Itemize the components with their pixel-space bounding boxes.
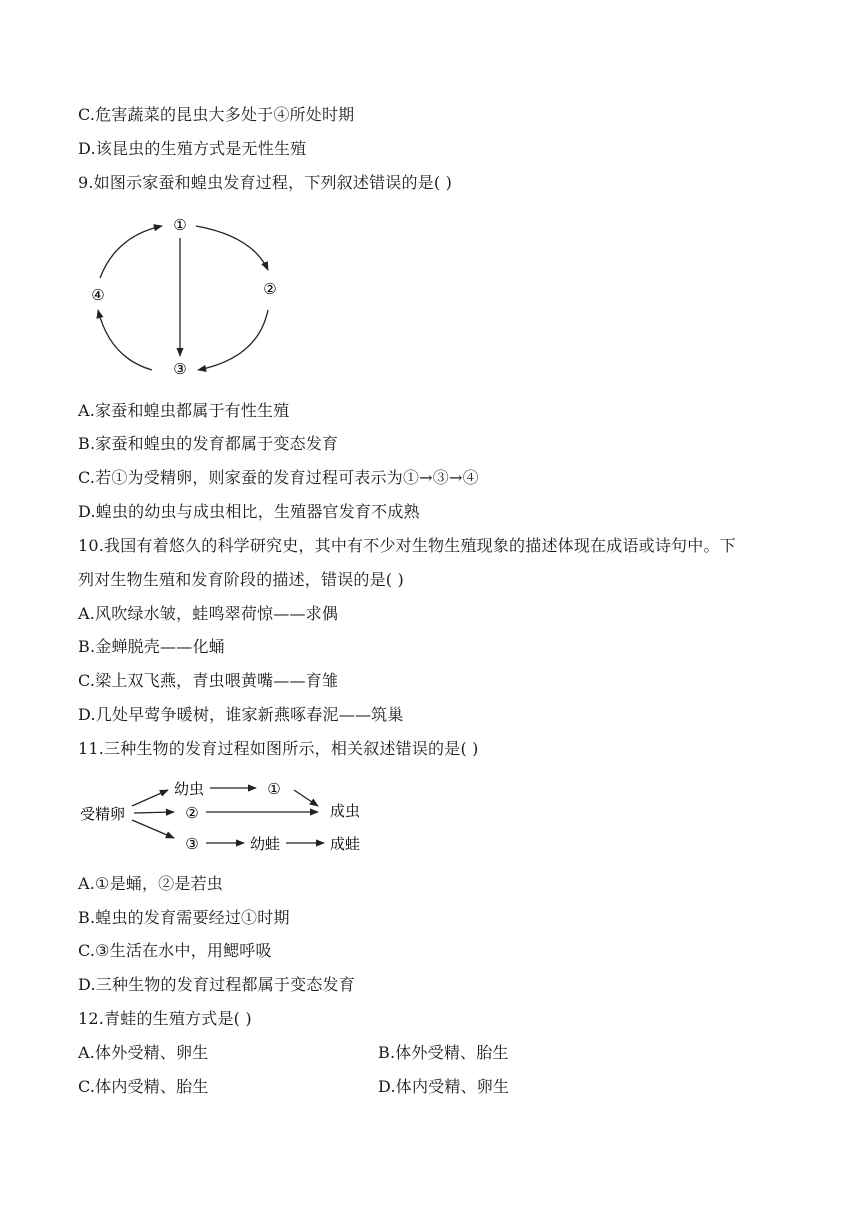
arrow-1-to-2 — [196, 226, 268, 270]
q8-option-d: D.该昆虫的生殖方式是无性生殖 — [78, 139, 307, 158]
q11-larva-label: 幼虫 — [174, 780, 205, 798]
q12-stem: 12.青蛙的生殖方式是( ) — [78, 1009, 252, 1028]
q9-node-3: ③ — [173, 360, 187, 378]
arrow-egg-to-2 — [134, 812, 174, 813]
q12-option-a: A.体外受精、卵生 — [78, 1043, 209, 1062]
q10-option-d: D.几处早莺争暖树，谁家新燕啄春泥——筑巢 — [78, 705, 404, 724]
q10-stem-line-2: 列对生物生殖和发育阶段的描述，错误的是( ) — [78, 570, 404, 589]
q10-stem-line-1: 10.我国有着悠久的科学研究史，其中有不少对生物生殖现象的描述体现在成语或诗句中。下 — [78, 536, 736, 555]
q11-option-b: B.蝗虫的发育需要经过①时期 — [78, 908, 290, 927]
q9-node-2: ② — [263, 280, 277, 298]
q11-option-c: C.③生活在水中，用鳃呼吸 — [78, 941, 272, 960]
q11-development-flow-diagram — [78, 772, 378, 862]
q9-stem: 9.如图示家蚕和蝗虫发育过程，下列叙述错误的是( ) — [78, 173, 453, 192]
q9-node-1: ① — [173, 216, 187, 234]
arrow-3-to-4 — [98, 310, 152, 370]
q10-option-b: B.金蝉脱壳——化蛹 — [78, 637, 225, 656]
q11-option-a: A.①是蛹，②是若虫 — [78, 874, 223, 893]
q9-option-b: B.家蚕和蝗虫的发育都属于变态发育 — [78, 434, 339, 453]
q9-option-d: D.蝗虫的幼虫与成虫相比，生殖器官发育不成熟 — [78, 502, 420, 521]
q11-adult-label: 成虫 — [330, 802, 361, 820]
q11-tadpole-label: 幼蛙 — [250, 835, 281, 853]
q9-node-4: ④ — [91, 286, 105, 304]
q12-option-c: C.体内受精、胎生 — [78, 1077, 209, 1096]
arrow-4-to-1 — [100, 226, 162, 278]
q11-node-1: ① — [267, 780, 281, 798]
q9-development-cycle-diagram — [80, 210, 300, 385]
q11-adult-frog-label: 成蛙 — [330, 835, 361, 853]
q11-node-2: ② — [185, 804, 199, 822]
arrow-2-to-3 — [198, 310, 268, 370]
q9-option-c: C.若①为受精卵，则家蚕的发育过程可表示为①→③→④ — [78, 468, 479, 487]
arrow-1-to-adult — [294, 790, 318, 806]
arrow-egg-to-3 — [132, 820, 174, 838]
q9-option-a: A.家蚕和蝗虫都属于有性生殖 — [78, 401, 290, 420]
q11-fertilized-egg-label: 受精卵 — [80, 805, 126, 823]
q11-node-3: ③ — [185, 835, 199, 853]
arrow-egg-to-larva — [132, 790, 168, 806]
q8-option-c: C.危害蔬菜的昆虫大多处于④所处时期 — [78, 105, 355, 124]
q12-option-d: D.体内受精、卵生 — [378, 1077, 510, 1096]
q11-stem: 11.三种生物的发育过程如图所示，相关叙述错误的是( ) — [78, 739, 479, 758]
q10-option-c: C.梁上双飞燕，青虫喂黄嘴——育雏 — [78, 671, 339, 690]
q10-option-a: A.风吹绿水皱，蛙鸣翠荷惊——求偶 — [78, 604, 339, 623]
q12-option-b: B.体外受精、胎生 — [378, 1043, 509, 1062]
q11-option-d: D.三种生物的发育过程都属于变态发育 — [78, 975, 355, 994]
